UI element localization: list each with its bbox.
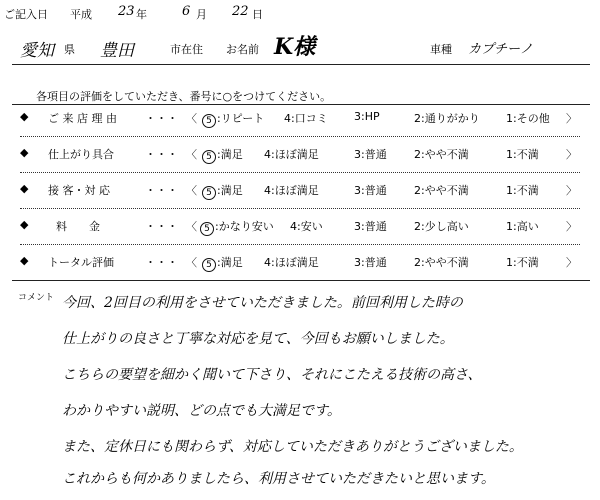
era: 平成	[70, 8, 92, 21]
comment-line: また、定休日にも関わらず、対応していただきありがとうございました。	[62, 439, 523, 455]
option[interactable]: 1:不満	[506, 148, 539, 161]
comment-divider	[12, 280, 590, 281]
year-unit: 年	[136, 8, 147, 21]
option[interactable]: 3:HP	[354, 110, 380, 123]
bracket-close: 〉	[566, 184, 577, 197]
rating-row	[0, 218, 600, 240]
dots: ・・・	[145, 112, 178, 125]
option[interactable]: 3:普通	[354, 148, 387, 161]
car-value: カプチーノ	[468, 42, 533, 57]
diamond-icon: ◆	[20, 146, 29, 159]
option[interactable]: 4:ほぼ満足	[264, 256, 319, 269]
comment-line: 今回、2回目の利用をさせていただきました。前回利用した時の	[62, 295, 463, 311]
bracket-close: 〉	[566, 256, 577, 269]
comment-line: わかりやすい説明、どの点でも大満足です。	[62, 403, 341, 419]
item-label: 料 金	[56, 220, 100, 233]
customer-name: K様	[274, 34, 316, 60]
item-label: 接 客・対 応	[48, 184, 110, 197]
row-divider	[20, 208, 580, 209]
option[interactable]: 3:普通	[354, 184, 387, 197]
circled-mark-icon: 5	[202, 114, 216, 128]
comment-line: 仕上がりの良さと丁寧な対応を見て、今回もお願いしました。	[62, 331, 454, 347]
day-value: 22	[232, 4, 249, 19]
diamond-icon: ◆	[20, 254, 29, 267]
item-label: ご 来 店 理 由	[48, 112, 117, 125]
option[interactable]: 2:やや不満	[414, 184, 469, 197]
instruction-underline	[12, 104, 590, 105]
diamond-icon: ◆	[20, 110, 29, 123]
option[interactable]: 5 :リピート	[202, 110, 264, 128]
comment-line: こちらの要望を細かく聞いて下さり、それにこたえる技術の高さ、	[62, 367, 482, 383]
prefecture-value: 愛知	[20, 41, 54, 61]
option[interactable]: 3:普通	[354, 256, 387, 269]
name-label: お名前	[226, 43, 259, 56]
car-label: 車種	[430, 43, 452, 56]
prefecture-unit: 県	[64, 43, 75, 56]
item-label: 仕上がり具合	[48, 148, 114, 161]
circled-mark-icon: 5	[200, 222, 214, 236]
residence-label: 市在住	[170, 43, 203, 56]
city-value: 豊田	[100, 41, 134, 61]
header-divider	[12, 64, 590, 65]
option[interactable]: 4:安い	[290, 220, 323, 233]
dots: ・・・	[145, 148, 178, 161]
bracket-open: 〈	[186, 148, 197, 161]
diamond-icon: ◆	[20, 218, 29, 231]
option[interactable]: 5 :満足	[202, 182, 243, 200]
comment-label: コメント	[18, 293, 55, 303]
bracket-close: 〉	[566, 148, 577, 161]
rating-row	[0, 110, 600, 132]
rating-row	[0, 146, 600, 168]
option[interactable]: 4:ほぼ満足	[264, 184, 319, 197]
day-unit: 日	[252, 8, 263, 21]
bracket-open: 〈	[186, 112, 197, 125]
option[interactable]: 5 :満足	[202, 146, 243, 164]
circled-mark-icon: 5	[202, 258, 216, 272]
dots: ・・・	[145, 256, 178, 269]
row-divider	[20, 244, 580, 245]
option[interactable]: 4:口コミ	[284, 112, 328, 125]
dots: ・・・	[145, 220, 178, 233]
comment-line: これからも何かありましたら、利用させていただきたいと思います。	[62, 471, 495, 487]
row-divider	[20, 172, 580, 173]
bracket-close: 〉	[566, 220, 577, 233]
bracket-open: 〈	[186, 184, 197, 197]
bracket-open: 〈	[186, 256, 197, 269]
option[interactable]: 4:ほぼ満足	[264, 148, 319, 161]
option[interactable]: 2:やや不満	[414, 256, 469, 269]
option[interactable]: 3:普通	[354, 220, 387, 233]
dots: ・・・	[145, 184, 178, 197]
option[interactable]: 1:不満	[506, 184, 539, 197]
option[interactable]: 2:少し高い	[414, 220, 469, 233]
entry-date-label: ご記入日	[4, 8, 48, 21]
option[interactable]: 2:やや不満	[414, 148, 469, 161]
month-value: 6	[182, 4, 191, 19]
option[interactable]: 5 :かなり安い	[200, 218, 274, 236]
option[interactable]: 1:不満	[506, 256, 539, 269]
circled-mark-icon: 5	[202, 186, 216, 200]
bracket-close: 〉	[566, 112, 577, 125]
option[interactable]: 1:その他	[506, 112, 550, 125]
instruction-text: 各項目の評価をしていただき、番号に○をつけてください。	[36, 90, 332, 103]
option[interactable]: 1:高い	[506, 220, 539, 233]
row-divider	[20, 136, 580, 137]
rating-row	[0, 182, 600, 204]
option[interactable]: 5 :満足	[202, 254, 243, 272]
option[interactable]: 2:通りがかり	[414, 112, 480, 125]
bracket-open: 〈	[186, 220, 197, 233]
diamond-icon: ◆	[20, 182, 29, 195]
item-label: トータル評価	[48, 256, 114, 269]
circled-mark-icon: 5	[202, 150, 216, 164]
rating-row	[0, 254, 600, 276]
month-unit: 月	[196, 8, 207, 21]
year-value: 23	[118, 4, 135, 19]
